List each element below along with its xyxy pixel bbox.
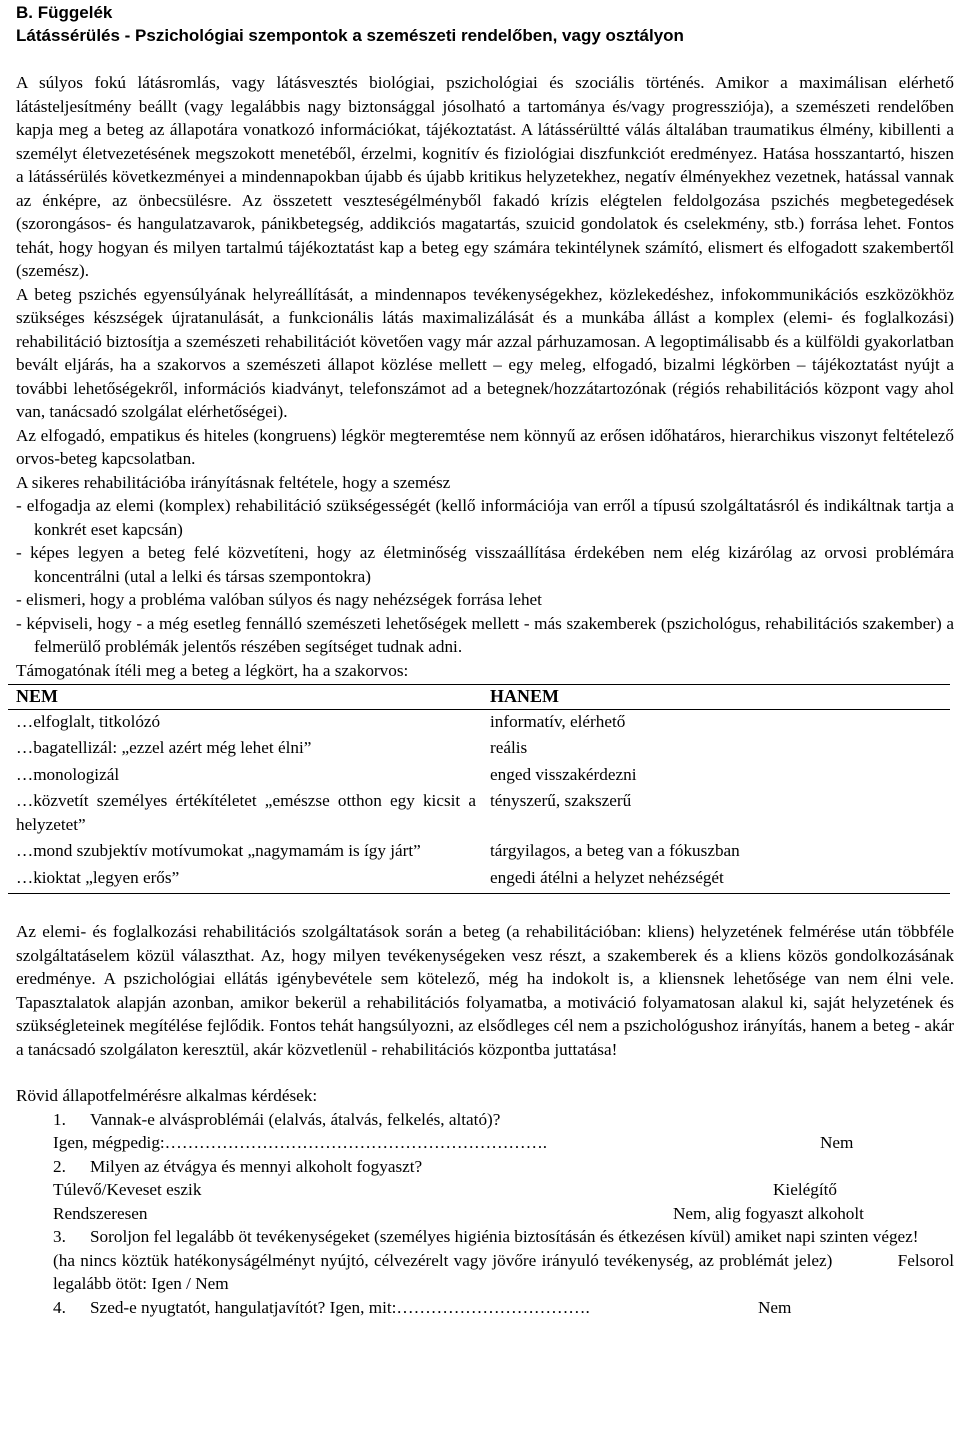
cell-hanem: reális [490, 738, 528, 757]
cell-nem: …kioktat „legyen erős” [8, 866, 482, 894]
question-3 [16, 1225, 954, 1249]
question-1 [16, 1108, 954, 1132]
document-title: Látássérülés - Pszichológiai szempontok a szemészeti rendelőben, vagy osztályon [16, 26, 684, 45]
answer-no: Nem [758, 1297, 792, 1317]
answer-no: Nem [820, 1133, 854, 1152]
list-item: - képviseli, hogy - a még esetleg fennálló szemészeti lehetőségek mellett - más szakemberek (pszichológus, rehabilitációs szakember) a felmerülő problémák jelentős részében segítséget tudnak adni. [16, 613, 954, 656]
answer-option: Kielégítő [773, 1180, 837, 1199]
paragraph-services: Az elemi- és foglalkozási rehabilitációs szolgáltatások során a beteg (a rehabilitációban: kliens) helyzetének felmérése után többféle szolgáltatáselem közül választhat. Az, hogy milyen tevékenységeken vesz részt, a szakemberek és a kliens közös gondolkozásának eredménye. A pszichológiai ellátás igénybevétele sem kötelező, még ha indokolt is, a kliensnek lehetősége van nem élni vele. Tapasztalatok alapján azonban, amikor bekerül a rehabilitációs folyamatba, a motiváció folyamatosan alakul ki, saját helyzetének és szükségleteinek megítélése fejlődik. Fontos tehát hangsúlyozni, az elsődleges cél nem a pszichológushoz irányítás, hanem a beteg - akár a tanácsadó szolgálaton keresztül, akár közvetlenül - rehabilitációs központba juttatása! [16, 922, 954, 1059]
answer-row [16, 1131, 954, 1155]
header-hanem: HANEM [482, 685, 950, 710]
appendix-heading: B. Függelék [16, 3, 113, 22]
answer-option: Felsorol legalább ötöt: Igen / Nem [53, 1250, 955, 1293]
cell-hanem: tárgyilagos, a beteg van a fókuszban [490, 841, 740, 860]
answer-yes: Igen, mégpedig:…………………………………………………………. [53, 1133, 548, 1152]
questionnaire [16, 1084, 954, 1319]
table-header-row [8, 685, 950, 710]
cell-nem: …monologizál [16, 764, 120, 784]
table-row [8, 789, 950, 839]
cell-nem: …közvetít személyes értékítéletet „emészse otthon egy kicsit a helyzetet” [16, 791, 476, 834]
paragraph-rehabilitation: A beteg pszichés egyensúlyának helyreállítását, a mindennapos tevékenységekhez, közlekedéshez, infokommunikációs eszközökhöz szükséges készségek újratanulását, a funkcionális látás maximalizálását és a munkába állást a komplex (elemi- és foglalkozási) rehabilitáció biztosítja a szemészeti rehabilitációt követően vagy már azzal párhuzamosan. A legoptimálisabb és a külföldi gyakorlatban bevált eljárás, ha a szakorvos a szemészeti állapot közlése mellett – egy meleg, elfogadó, bizalmi légkörben – tájékoztatást nyújt a további lehetőségekről, információs kiadványt, telefonszámot ad a betegnek/hozzátartozónak (régiós rehabilitációs központ vagy ahol van, tanácsadó szolgálat elérhetőségei). [16, 284, 954, 421]
question-text: Szed-e nyugtatót, hangulatjavítót? Igen, mit:……………………………. [90, 1297, 590, 1317]
question-number: 3. [53, 1227, 66, 1246]
table-row [8, 736, 950, 763]
cell-nem: …mond szubjektív motívumokat „nagymamám is így járt” [16, 841, 421, 860]
answer-row [16, 1202, 954, 1226]
question-text: Milyen az étvágya és mennyi alkoholt fogyaszt? [90, 1156, 423, 1176]
list-item: - elfogadja az elemi (komplex) rehabilitáció szükségességét (kellő információja van erről a típusú szolgáltatásról és indikáltnak tartja a konkrét eset kapcsán) [16, 496, 954, 539]
question-number: 4. [53, 1297, 66, 1317]
answer-row [16, 1178, 954, 1202]
paragraph-atmosphere: Az elfogadó, empatikus és hiteles (kongruens) légkör megteremtése nem könnyű az erősen időhatáros, hierarchikus viszonyt feltételező orvos-beteg kapcsolatban. [16, 425, 954, 468]
question-3-note [16, 1249, 954, 1296]
table-row [8, 866, 950, 894]
answer-option: Rendszeresen [53, 1203, 148, 1223]
cell-hanem: informatív, elérhető [490, 711, 626, 731]
question-text: Vannak-e alvásproblémái (elalvás, átalvás, felkelés, altató)? [90, 1109, 501, 1129]
question-number: 1. [53, 1109, 66, 1129]
answer-option: Túlevő/Keveset eszik [53, 1180, 202, 1199]
document-page [16, 0, 954, 1319]
table-row [8, 763, 950, 790]
question-text: Soroljon fel legalább öt tevékenységeket (személyes higiénia biztosításán és étkezésen kívül) amiket napi szinten végez! [90, 1227, 919, 1246]
answer-option: Nem, alig fogyaszt alkoholt [673, 1203, 864, 1223]
cell-nem: …bagatellizál: „ezzel azért még lehet élni” [16, 738, 312, 757]
header-nem: NEM [8, 685, 482, 710]
cell-nem: …elfoglalt, titkolózó [16, 711, 161, 731]
question-number: 2. [53, 1156, 66, 1176]
cell-hanem: engedi átélni a helyzet nehézségét [482, 866, 950, 894]
table-intro: Támogatónak ítéli meg a beteg a légkört, ha a szakorvos: [16, 660, 409, 680]
paragraph-conditions-intro: A sikeres rehabilitációba irányításnak feltétele, hogy a szemész [16, 472, 451, 492]
list-item: - elismeri, hogy a probléma valóban súlyos és nagy nehézségek forrása lehet [16, 590, 542, 609]
conditions-list [16, 494, 954, 659]
question-4 [16, 1296, 954, 1320]
cell-hanem: tényszerű, szakszerű [490, 791, 632, 810]
paragraph-intro: A súlyos fokú látásromlás, vagy látásvesztés biológiai, pszichológiai és szociális történés. Amikor a maximálisan elérhető látásteljesítmény beállt (vagy legalábbis nagy biztonsággal jósolható a tartománya és/vagy progressziója), a szemészeti rendelőben kapja meg a beteg az állapotára vonatkozó információkat, tájékoztatást. A látássérültté válás általában traumatikus élmény, kibillenti a személyt életvezetésének megszokott menetéből, érzelmi, kognitív és fiziológiai diszfunkciót eredményez. Hatása hosszantartó, hiszen a látássérülés következményei a mindennapokban újabb és újabb kritikus helyzetekhez, negatív élményekhez vezetnek, hatással vannak az énképre, az önbecsülésre. Az összetett veszteségélményből fakadó krízis elégtelen feldolgozása pszichés megbetegedések (szorongásos- és hangulatzavarok, pánikbetegség, addikciós magatartás, szuicid gondolatok és cselekmény, stb.) forrása lehet. Fontos tehát, hogy hogyan és milyen tartalmú tájékoztatást kap a beteg egy számára tekintélynek számító, elismert és elfogadott szakembertől (szemész). [16, 73, 954, 280]
comparison-table [8, 684, 950, 894]
note-text: (ha nincs köztük hatékonyságélményt nyújtó, célvezérelt vagy jövőre irányuló tevékenység, az problémát jelez) [53, 1250, 833, 1270]
questionnaire-intro: Rövid állapotfelmérésre alkalmas kérdések: [16, 1086, 318, 1105]
question-2 [16, 1155, 954, 1179]
table-row [8, 839, 950, 866]
cell-hanem: enged visszakérdezni [490, 764, 637, 784]
table-row [8, 709, 950, 736]
list-item: - képes legyen a beteg felé közvetíteni, hogy az életminőség visszaállítása érdekében nem elég kizárólag az orvosi problémára koncentrálni (utal a lelki és társas szempontokra) [16, 543, 954, 586]
